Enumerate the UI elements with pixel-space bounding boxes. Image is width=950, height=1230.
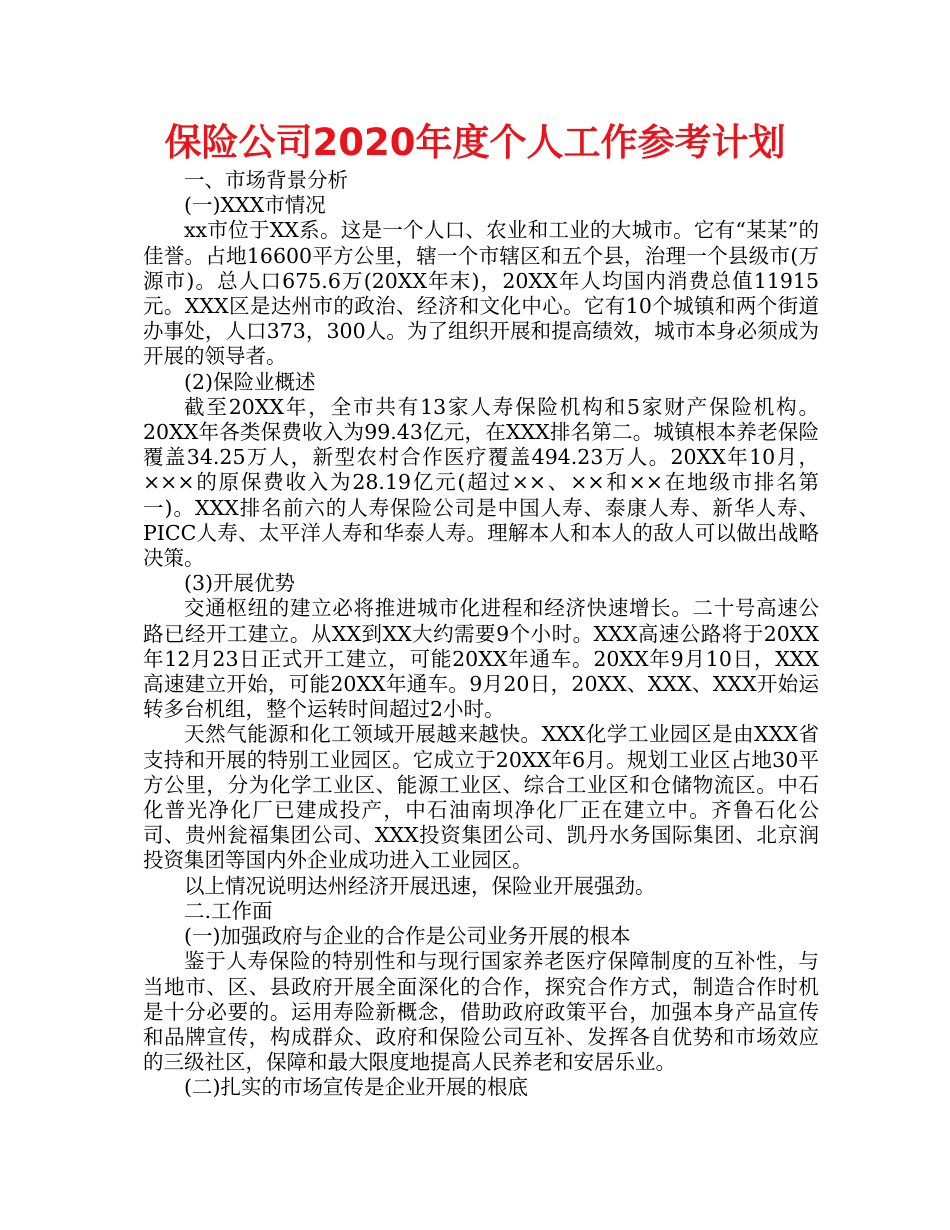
body-paragraph: 以上情况说明达州经济开展迅速，保险业开展强劲。 [184,873,656,898]
subsection-heading: (一)加强政府与企业的合作是公司业务开展的根本 [184,924,631,949]
body-paragraph: 鉴于人寿保险的特别性和与现行国家养老医疗保障制度的互补性，与当地市、区、县政府开展全面深化的合作，探究合作方式，制造合作时机是十分必要的。运用寿险新概念，借助政府政策平台，加强本身产品宣传和品牌宣传，构成群众、政府和保险公司互补、发挥各自优势和市场效应的三级社区，保障和最大限度地提高人民养老和安居乐业。 [143,949,819,1075]
document-body [143,168,819,1101]
body-paragraph: 交通枢纽的建立必将推进城市化进程和经济快速增长。二十号高速公路已经开工建立。从XX到XX大约需要9个小时。XXX高速公路将于20XX年12月23日正式开工建立，可能20XX年通车。20XX年9月10日，XXX高速建立开始，可能20XX年通车。9月20日，20XX、XXX、XXX开始运转多台机组，整个运转时间超过2小时。 [143,596,819,722]
subsection-heading: (一)XXX市情况 [184,193,326,218]
subsection-heading: (3)开展优势 [184,571,296,596]
body-paragraph: 截至20XX年，全市共有13家人寿保险机构和5家财产保险机构。20XX年各类保费收入为99.43亿元，在XXX排名第二。城镇根本养老保险覆盖34.25万人，新型农村合作医疗覆盖494.23万人。20XX年10月，×××的原保费收入为28.19亿元(超过××、××和××在地级市排名第一)。XXX排名前六的人寿保险公司是中国人寿、泰康人寿、新华人寿、PICC人寿、太平洋人寿和华泰人寿。理解本人和本人的敌人可以做出战略决策。 [143,394,819,571]
section-heading: 一、市场背景分析 [184,168,348,192]
page-title: 保险公司2020年度个人工作参考计划 [164,121,786,164]
body-paragraph: xx市位于XX系。这是一个人口、农业和工业的大城市。它有“某某”的佳誉。占地16600平方公里，辖一个市辖区和五个县，治理一个县级市(万源市)。总人口675.6万(20XX年末)，20XX年人均国内消费总值11915元。XXX区是达州市的政治、经济和文化中心。它有10个城镇和两个街道办事处，人口373，300人。为了组织开展和提高绩效，城市本身必须成为开展的领导者。 [143,218,819,369]
subsection-heading: (2)保险业概述 [184,369,316,394]
body-paragraph: 天然气能源和化工领域开展越来越快。XXX化学工业园区是由XXX省支持和开展的特别工业园区。它成立于20XX年6月。规划工业区占地30平方公里，分为化学工业区、能源工业区、综合工业区和仓储物流区。中石化普光净化厂已建成投产，中石油南坝净化厂正在建立中。齐鲁石化公司、贵州瓮福集团公司、XXX投资集团公司、凯丹水务国际集团、北京润投资集团等国内外企业成功进入工业园区。 [143,722,819,873]
section-heading: 二.工作面 [184,898,273,923]
subsection-heading: (二)扎实的市场宣传是企业开展的根底 [184,1075,528,1100]
